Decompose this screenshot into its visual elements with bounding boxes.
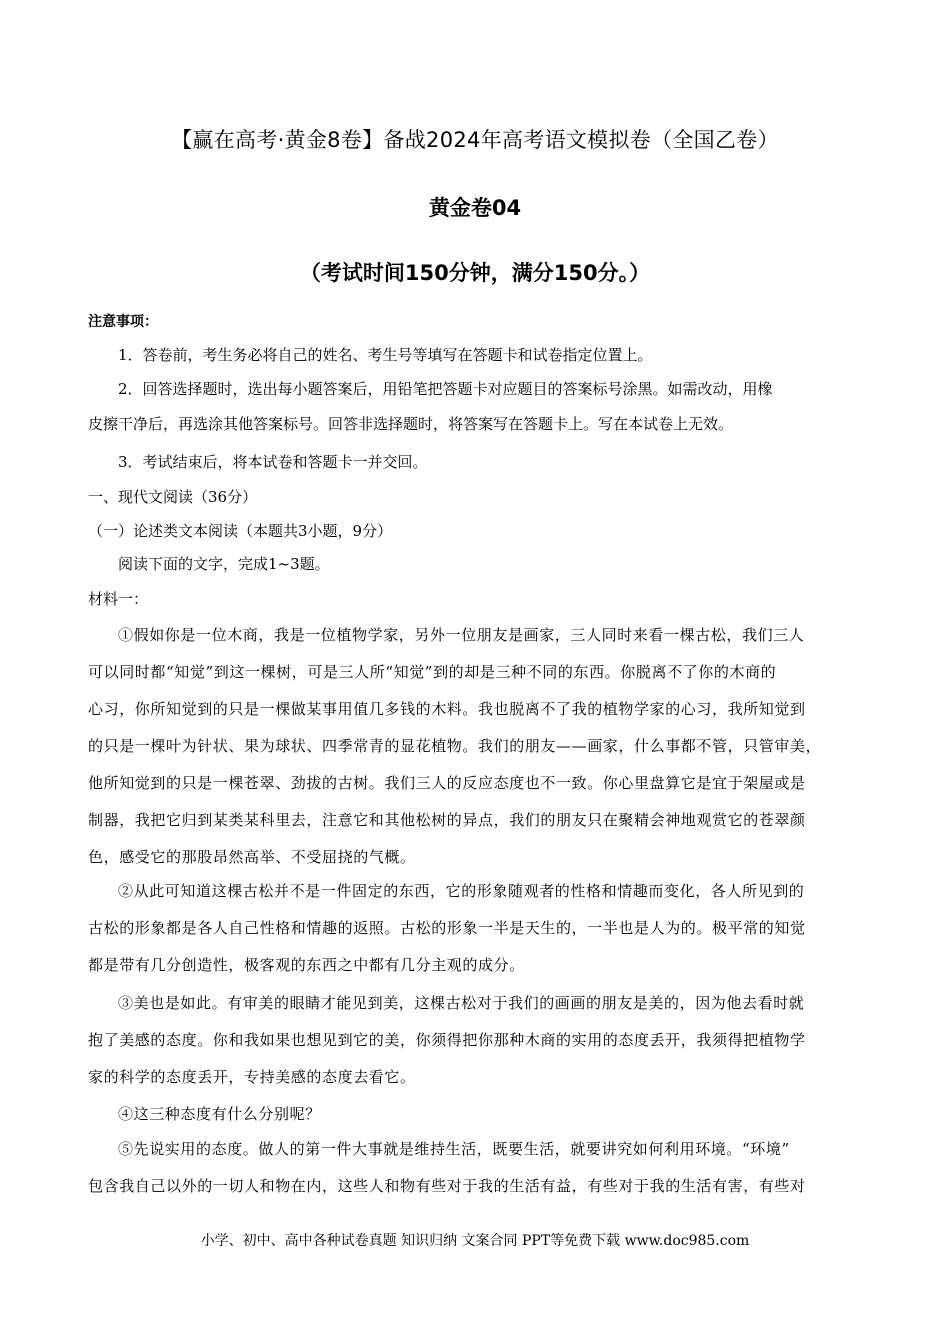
passage-line: 心习，你所知觉到的只是一棵做某事用值几多钱的木料。我也脱离不了我的植物学家的心习，我所知觉到 [88, 700, 806, 718]
passage-line: 制器，我把它归到某类某科里去，注意它和其他松树的异点，我们的朋友只在聚精会神地观赏它的苍翠颜 [88, 811, 806, 829]
page-footer: 小学、初中、高中各种试卷真题 知识归纳 文案合同 PPT等免费下载 www.doc985.com [200, 1233, 750, 1249]
passage-line: 抱了美感的态度。你和我如果也想见到它的美，你须得把你那种木商的实用的态度丢开，我须得把植物学 [88, 1031, 806, 1049]
notice-item-2-line-2: 皮擦干净后，再选涂其他答案标号。回答非选择题时，将答案写在答题卡上。写在本试卷上无效。 [88, 415, 734, 433]
reading-instruction: 阅读下面的文字，完成1~3题。 [118, 555, 330, 573]
exam-subtitle: 黄金卷04 [428, 196, 522, 220]
exam-title: 【赢在高考·黄金8卷】备战2024年高考语文模拟卷（全国乙卷） [171, 128, 779, 152]
passage-line: 的只是一棵叶为针状、果为球状、四季常青的显花植物。我们的朋友——画家，什么事都不管，只管审美， [88, 737, 822, 755]
passage-line: ①假如你是一位木商，我是一位植物学家，另外一位朋友是画家，三人同时来看一棵古松，我们三人 [118, 626, 805, 644]
material-label: 材料一： [88, 590, 149, 608]
passage-line: ④这三种态度有什么分别呢？ [118, 1105, 321, 1123]
passage-line: 可以同时都“知觉”到这一棵树，可是三人所“知觉”到的却是三种不同的东西。你脱离不了你的木商的 [88, 663, 777, 681]
passage-line: 色，感受它的那股昂然高举、不受屈挠的气概。 [88, 848, 416, 866]
passage-line: 家的科学的态度丢开，专持美感的态度去看它。 [88, 1068, 416, 1086]
passage-line: ②从此可知道这棵古松并不是一件固定的东西，它的形象随观者的性格和情趣而变化，各人所见到的 [118, 882, 805, 900]
passage-line: 他所知觉到的只是一棵苍翠、劲拔的古树。我们三人的反应态度也不一致。你心里盘算它是宜于架屋或是 [88, 774, 806, 792]
passage-line: ③美也是如此。有审美的眼睛才能见到美，这棵古松对于我们的画画的朋友是美的，因为他去看时就 [118, 994, 805, 1012]
passage-paragraph-3 [88, 985, 862, 1096]
passage-line: ⑤先说实用的态度。做人的第一件大事就是维持生活，既要生活，就要讲究如何利用环境。“环境” [118, 1140, 790, 1158]
passage-paragraph-5 [88, 1131, 862, 1205]
passage-line: 古松的形象都是各人自己性格和情趣的返照。古松的形象一半是天生的，一半也是人为的。极平常的知觉 [88, 919, 806, 937]
notice-item-3: 3．考试结束后，将本试卷和答题卡一并交回。 [118, 453, 428, 471]
passage-line: 都是带有几分创造性，极客观的东西之中都有几分主观的成分。 [88, 956, 525, 974]
passage-paragraph-1 [88, 617, 862, 876]
section-part1-heading: 一、现代文阅读（36分） [88, 488, 258, 506]
notice-heading: 注意事项： [88, 314, 158, 330]
notice-item-1: 1．答卷前，考生务必将自己的姓名、考生号等填写在答题卡和试卷指定位置上。 [118, 346, 653, 364]
exam-info: （考试时间150分钟，满分150分。） [299, 261, 651, 285]
section-part1-sub-heading: （一）论述类文本阅读（本题共3小题，9分） [88, 522, 393, 540]
notice-item-2-line-1: 2．回答选择题时，选出每小题答案后，用铅笔把答题卡对应题目的答案标号涂黑。如需改动，用橡 [118, 380, 773, 398]
passage-paragraph-4 [88, 1096, 862, 1133]
passage-line: 包含我自己以外的一切人和物在内，这些人和物有些对于我的生活有益，有些对于我的生活有害，有些对 [88, 1177, 806, 1195]
passage-paragraph-2 [88, 873, 862, 984]
